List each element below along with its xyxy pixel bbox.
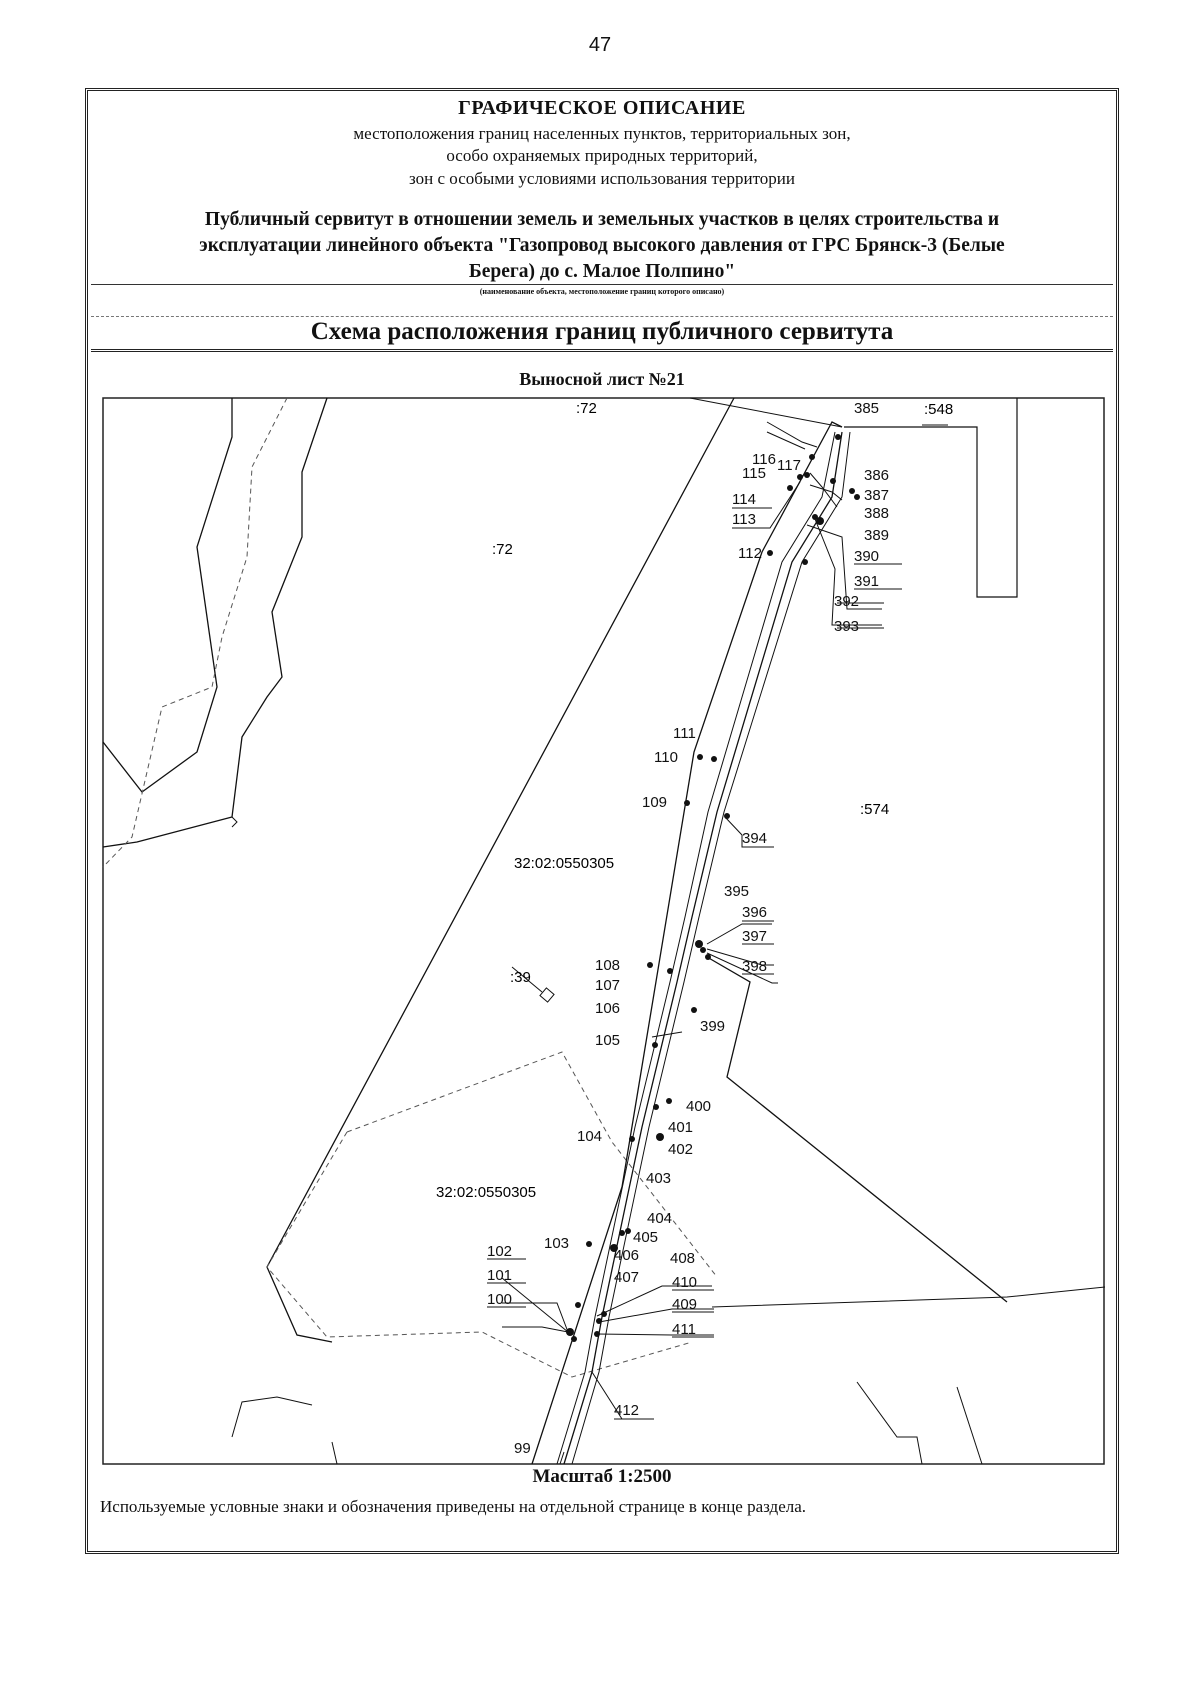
point-label: 100 — [487, 1291, 513, 1308]
point-marker — [586, 1241, 592, 1247]
point-label: 385 — [854, 400, 880, 417]
map-area — [102, 397, 1105, 1465]
map-border — [103, 398, 1104, 1464]
page-number: 47 — [588, 34, 612, 56]
point-marker — [667, 968, 673, 974]
point-label: 393 — [834, 618, 860, 635]
point-marker — [653, 1104, 659, 1110]
point-label: 408 — [670, 1250, 696, 1267]
point-label: 102 — [487, 1243, 513, 1260]
divider — [91, 316, 1113, 317]
point-marker — [802, 559, 808, 565]
point-marker — [629, 1136, 635, 1142]
point-label: 412 — [614, 1402, 640, 1419]
subtitle-line: особо охраняемых природных территорий, — [446, 146, 758, 165]
point-marker — [797, 474, 803, 480]
point-marker — [849, 488, 855, 494]
point-label: 387 — [864, 487, 890, 504]
point-marker — [575, 1302, 581, 1308]
point-label: 109 — [642, 794, 668, 811]
object-caption: (наименование объекта, местоположение границ которого описано) — [479, 287, 725, 296]
point-label: 389 — [864, 527, 890, 544]
point-label: 112 — [738, 545, 762, 562]
document-frame — [85, 88, 1119, 1554]
point-marker — [652, 1042, 658, 1048]
sheet-title: Выносной лист №21 — [519, 369, 685, 389]
subtitle-line: зон с особыми условиями использования территории — [409, 169, 795, 188]
parcel-label: :72 — [492, 541, 513, 558]
parcel-label: :548 — [924, 401, 954, 418]
parcel-label: :39 — [510, 969, 531, 986]
point-label: 113 — [732, 511, 756, 528]
point-label: 399 — [700, 1018, 726, 1035]
point-marker — [711, 756, 717, 762]
point-marker — [695, 940, 703, 948]
point-marker — [684, 800, 690, 806]
point-label: 410 — [672, 1274, 698, 1291]
divider — [91, 284, 1113, 285]
point-label: 107 — [595, 977, 621, 994]
point-label: 401 — [668, 1119, 694, 1136]
parcel-label: 32:02:0550305 — [514, 855, 615, 872]
point-label: 108 — [595, 957, 621, 974]
point-label: 409 — [672, 1296, 698, 1313]
point-label: 388 — [864, 505, 890, 522]
point-label: 101 — [487, 1267, 513, 1284]
point-marker — [724, 813, 730, 819]
point-label: 403 — [646, 1170, 672, 1187]
point-label: 392 — [834, 593, 860, 610]
point-marker — [619, 1230, 625, 1236]
point-label: 116 — [752, 451, 776, 468]
point-marker — [691, 1007, 697, 1013]
map-scale: Масштаб 1:2500 — [532, 1466, 672, 1487]
scheme-title: Схема расположения границ публичного сервитута — [310, 318, 894, 345]
point-marker — [809, 454, 815, 460]
subtitle-line: местоположения границ населенных пунктов, территориальных зон, — [353, 124, 851, 143]
point-label: 398 — [742, 958, 768, 975]
point-label: 404 — [647, 1210, 673, 1227]
point-marker — [666, 1098, 672, 1104]
parcel-label: 32:02:0550305 — [436, 1184, 537, 1201]
point-label: 386 — [864, 467, 890, 484]
point-label: 405 — [633, 1229, 659, 1246]
point-label: 395 — [724, 883, 750, 900]
point-marker — [697, 754, 703, 760]
point-label: 411 — [672, 1321, 696, 1338]
point-label: 402 — [668, 1141, 694, 1158]
point-marker — [700, 947, 706, 953]
point-marker — [830, 478, 836, 484]
point-label: 115 — [742, 465, 766, 482]
point-marker — [767, 550, 773, 556]
point-marker — [656, 1133, 664, 1141]
point-label: 407 — [614, 1269, 640, 1286]
point-label: 397 — [742, 928, 768, 945]
point-marker — [835, 434, 841, 440]
point-label: 400 — [686, 1098, 712, 1115]
point-marker — [804, 472, 810, 478]
point-label: 110 — [654, 749, 678, 766]
point-label: 99 — [514, 1440, 531, 1457]
object-name-line: Берега) до с. Малое Полпино" — [468, 261, 736, 282]
point-label: 105 — [595, 1032, 621, 1049]
point-label: 117 — [777, 457, 801, 474]
object-name-line: эксплуатации линейного объекта "Газопровод высокого давления от ГРС Брянск-3 (Белые — [199, 235, 1005, 256]
parcel-label: :72 — [576, 400, 597, 417]
legend-note: Используемые условные знаки и обозначения приведены на отдельной странице в конце раздела. — [100, 1497, 807, 1516]
point-label: 114 — [732, 491, 756, 508]
point-label: 394 — [742, 830, 768, 847]
point-label: 104 — [577, 1128, 603, 1145]
point-marker — [571, 1336, 577, 1342]
object-name — [131, 207, 1073, 285]
point-marker — [647, 962, 653, 968]
document-title: ГРАФИЧЕСКОЕ ОПИСАНИЕ — [458, 97, 746, 119]
point-label: 111 — [673, 725, 696, 742]
point-label: 106 — [595, 1000, 621, 1017]
cadastral-map — [102, 397, 1105, 1465]
point-marker — [625, 1228, 631, 1234]
point-label: 406 — [614, 1247, 640, 1264]
object-name-line: Публичный сервитут в отношении земель и земельных участков в целях строительства и — [204, 209, 1000, 230]
point-label: 390 — [854, 548, 880, 565]
point-label: 396 — [742, 904, 768, 921]
header-block — [91, 94, 1113, 352]
point-label: 103 — [544, 1235, 570, 1252]
point-label: 391 — [854, 573, 880, 590]
point-marker — [596, 1318, 602, 1324]
point-marker — [854, 494, 860, 500]
point-marker — [787, 485, 793, 491]
parcel-label: :574 — [860, 801, 890, 818]
